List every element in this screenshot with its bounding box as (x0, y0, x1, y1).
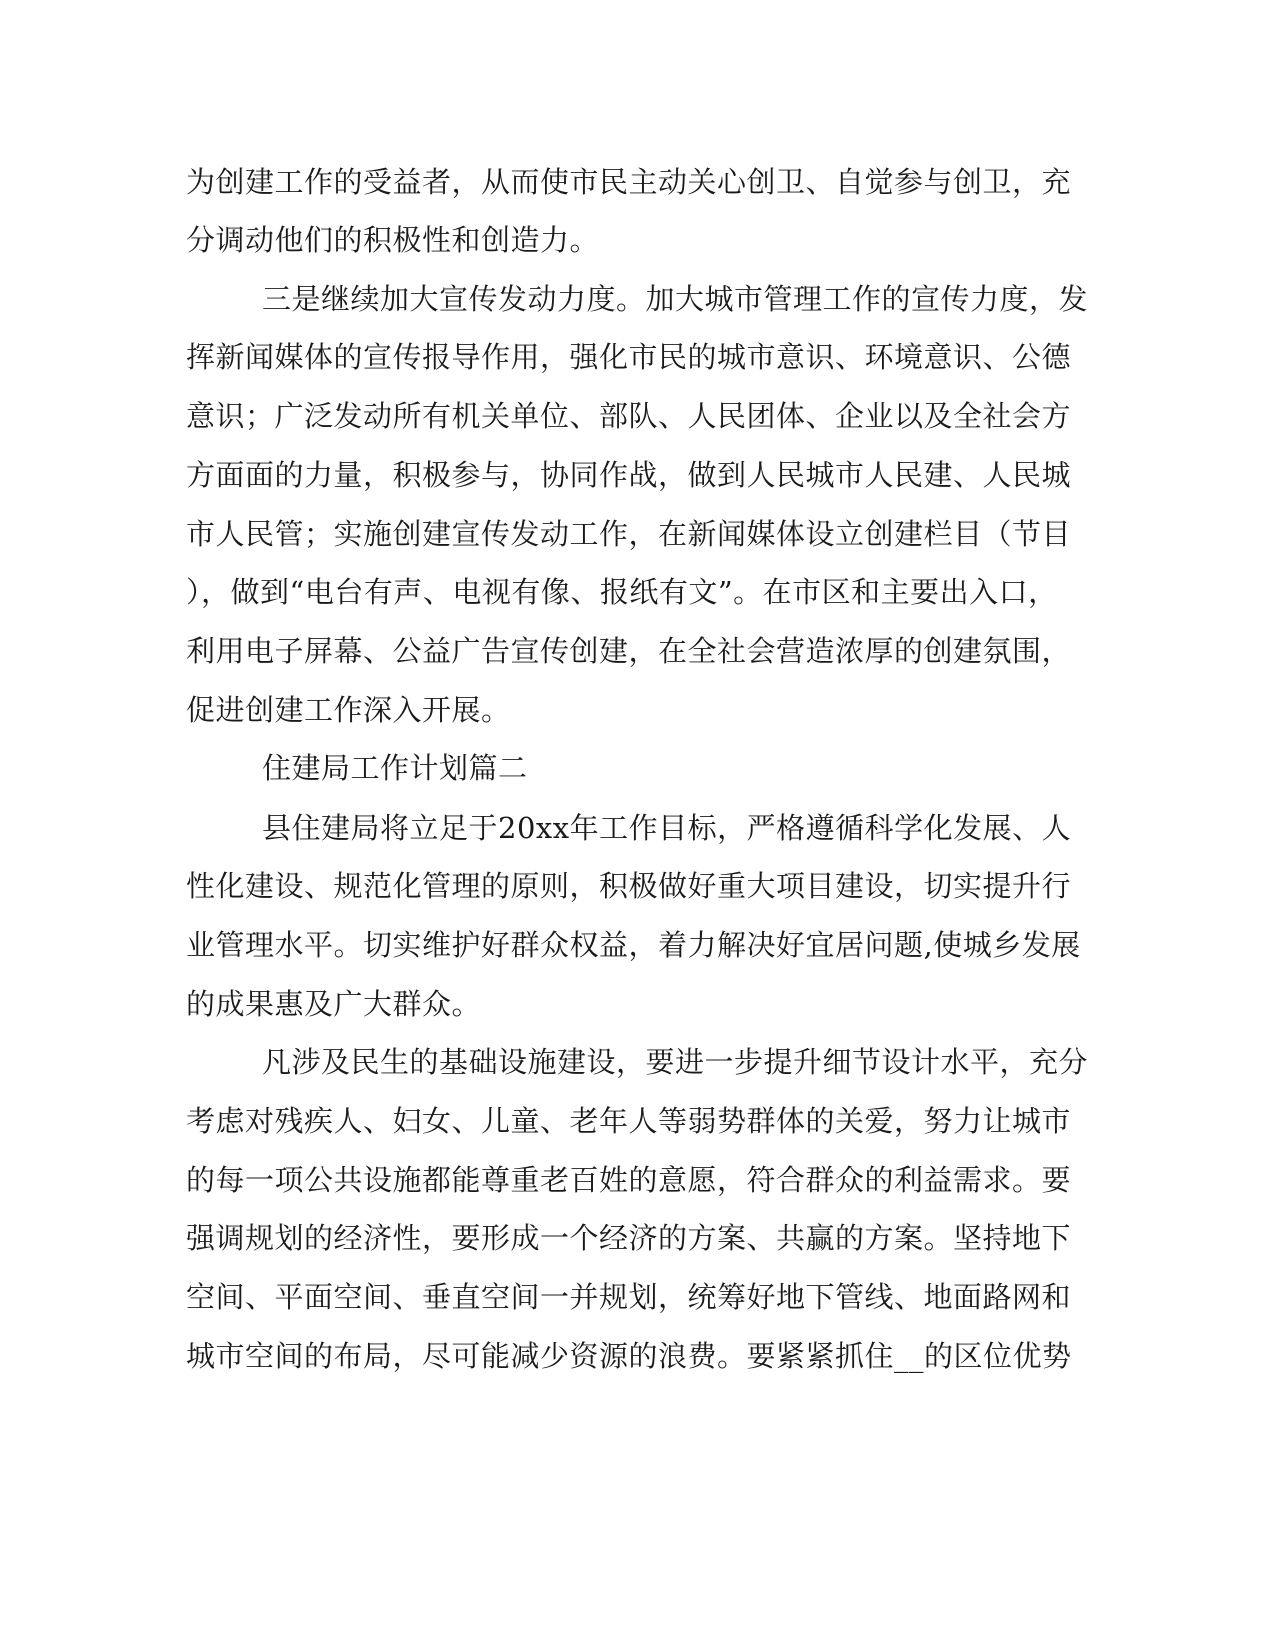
text-line: 分调动他们的积极性和创造力。 (186, 223, 600, 257)
text-line: 性化建设、规范化管理的原则，积极做好重大项目建设，切实提升行 (186, 869, 1072, 903)
text-line: 为创建工作的受益者，从而使市民主动关心创卫、自觉参与创卫，充 (186, 165, 1072, 199)
text-line: 空间、平面空间、垂直空间一并规划，统筹好地下管线、地面路网和 (186, 1280, 1072, 1314)
text-line: 城市空间的布局，尽可能减少资源的浪费。要紧紧抓住__的区位优势 (186, 1339, 1072, 1373)
section-heading: 住建局工作计划篇二 (262, 751, 528, 785)
text-line: 凡涉及民生的基础设施建设，要进一步提升细节设计水平，充分 (262, 1045, 1089, 1079)
text-line: 的成果惠及广大群众。 (186, 987, 482, 1021)
text-line: 方面面的力量，积极参与，协同作战，做到人民城市人民建、人民城 (186, 458, 1072, 492)
text-line: ），做到“电台有声、电视有像、报纸有文”。在市区和主要出入口， (186, 575, 1058, 609)
text-line: 强调规划的经济性，要形成一个经济的方案、共赢的方案。坚持地下 (186, 1221, 1072, 1255)
text-line: 业管理水平。切实维护好群众权益，着力解决好宜居问题,使城乡发展 (186, 928, 1081, 962)
text-line: 考虑对残疾人、妇女、儿童、老年人等弱势群体的关爱，努力让城市 (186, 1104, 1072, 1138)
text-line: 县住建局将立足于20xx年工作目标，严格遵循科学化发展、人 (262, 811, 1072, 845)
text-line: 意识；广泛发动所有机关单位、部队、人民团体、企业以及全社会方 (186, 399, 1072, 433)
text-line: 的每一项公共设施都能尊重老百姓的意愿，符合群众的利益需求。要 (186, 1163, 1072, 1197)
text-line: 促进创建工作深入开展。 (186, 693, 511, 727)
text-line: 市人民管；实施创建宣传发动工作，在新闻媒体设立创建栏目（节目 (186, 517, 1072, 551)
text-line: 利用电子屏幕、公益广告宣传创建，在全社会营造浓厚的创建氛围， (186, 634, 1072, 668)
text-line: 三是继续加大宣传发动力度。加大城市管理工作的宣传力度，发 (262, 282, 1089, 316)
text-line: 挥新闻媒体的宣传报导作用，强化市民的城市意识、环境意识、公德 (186, 340, 1072, 374)
